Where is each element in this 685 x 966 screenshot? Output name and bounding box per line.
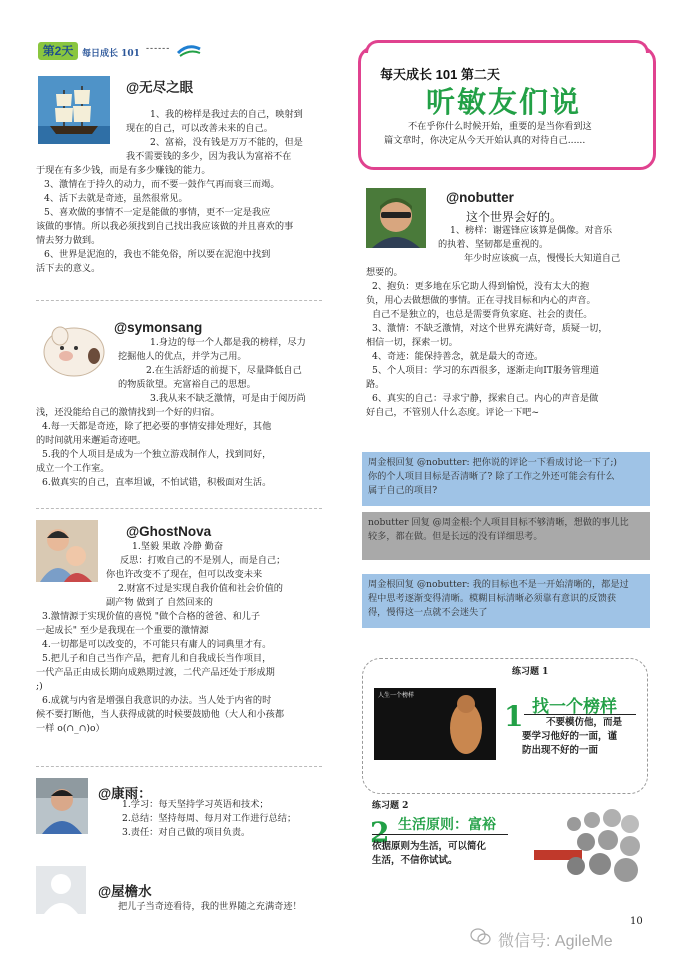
post-line: 副产物 做到了 自然回来的 (106, 597, 213, 608)
post-line: 3.激情源于实现价值的喜悦 "做个合格的爸爸、和儿子 (42, 611, 261, 622)
post-line: 2.总结：坚持每周、每月对工作进行总结； (122, 813, 297, 824)
post-line: 4.一切都是可以改变的，不可能只有庸人的词典里才有。 (42, 639, 272, 650)
post-line: 现在的自己，可以改善未来的自己。 (126, 123, 273, 134)
exercise-title: 生活原则：富裕 (398, 817, 496, 833)
post-line: 1、我的榜样是我过去的自己，映射到 (150, 109, 303, 120)
post-line: 5、喜欢做的事情不一定是能做的事情，更不一定是我应 (44, 207, 271, 218)
comment-line: nobutter 回复 @周金根:个人项目目标不够清晰，想做的事儿比 (368, 517, 629, 528)
post-line: 该做的事情。所以我必须找到自己找出我应该做的并且喜欢的事 (36, 221, 294, 232)
post-line: 相信一切，探索一切。 (366, 337, 458, 348)
day-badge (38, 42, 78, 60)
exercise-line: 生活，不信你试试。 (372, 855, 458, 866)
post-line: 6、世界是泥泡的，我也不能免俗，所以要在泥泡中找到 (44, 249, 271, 260)
divider (36, 300, 322, 301)
post-line: 3.我从来不缺乏激情，可是由于阅历尚 (150, 393, 306, 404)
post-line: 5.把儿子和自己当作产品，把育儿和自我成长当作项目， (42, 653, 272, 664)
exercise-line: 不要模仿他，而是 (546, 717, 623, 728)
avatar-default (36, 866, 86, 914)
comment-line: 你的个人项目目标是否清晰了? 除了工作之外还可能会有什么 (368, 471, 615, 482)
exercise-label: 练习题 2 (372, 801, 409, 811)
post-line: 自己不是独立的，也总是需要背负家庭、社会的责任。 (372, 309, 593, 320)
post-line: 1.身边的每一个人都是我的榜样，尽力 (150, 337, 306, 348)
post-line: 你也许改变不了现在，但可以改变未来 (106, 569, 263, 580)
comment-reply (362, 574, 650, 628)
post-line: 4、奇迹：能保持善念，就是最大的奇迹。 (372, 351, 544, 362)
post-line: 浅，还没能给自己的激情找到一个好的归宿。 (36, 407, 220, 418)
post-line: 年少时应该疯一点，慢慢长大知道自己 (464, 253, 621, 264)
post-handle[interactable]: @康雨： (98, 786, 152, 801)
title-intro (384, 120, 592, 148)
intro-line: 不在乎你什么时候开始，重要的是当你看到这 (408, 121, 592, 132)
post-line: 把儿子当奇迹看待，我的世界随之充满奇迹！ (118, 901, 302, 912)
post-line: 路。 (366, 379, 385, 390)
exercise-number: 1 (504, 700, 524, 733)
post-line: 好自己，不管别人什么态度。评论一下吧~ (366, 407, 540, 418)
exercise-underline (372, 834, 508, 835)
exercise-line: 防出现不好的一面 (522, 745, 599, 756)
watermark: 微信号: AgileMe (498, 933, 613, 950)
post-line: 挖掘他人的优点，并学为己用。 (118, 351, 247, 362)
day-badge-text: 第2天 (42, 44, 74, 58)
header-arrow: ------ (146, 44, 171, 54)
post-line: 于现在有多少钱，而是有多少赚钱的能力。 (36, 165, 211, 176)
comment-reply (362, 452, 650, 506)
post-body (36, 540, 285, 736)
post-line: 6.成就与内省是增强自我意识的办法。当人处于内省的时 (42, 695, 272, 706)
comment-line: 程中思考逐渐变得清晰。模糊目标清晰必须靠有意识的反馈获 (368, 593, 617, 604)
post-line: 4、活下去就是奇迹，虽然很常见。 (44, 193, 188, 204)
exercise-number: 2 (370, 816, 390, 849)
header-subtitle: 每日成长 101 (82, 49, 140, 59)
post-line: 5、个人项目：学习的东西很多，逐渐走向IT服务管理道 (372, 365, 599, 376)
post-line: 我不需要钱的多少，因为我认为富裕不在 (126, 151, 292, 162)
post-line: 2、富裕，没有钱是万万不能的，但是 (150, 137, 303, 148)
comment-line: 较多，都在做。但是长远的没有详细思考。 (368, 531, 543, 542)
exercise-text (372, 840, 486, 868)
post-line: ;) (36, 681, 43, 692)
post-line: 想要的。 (366, 267, 403, 278)
post-handle[interactable]: @nobutter (446, 190, 514, 205)
post-handle[interactable]: @屋檐水 (98, 884, 152, 899)
post-line: 反思：打败自己的不是别人，而是自己； (120, 555, 286, 566)
poster-caption: 人生一个榜样 (378, 692, 415, 699)
post-line: 负，用心去做想做的事情。正在寻找目标和内心的声音。 (366, 295, 596, 306)
post-line: 1、榜样：谢霆锋应该算是偶像。对音乐 (450, 225, 613, 236)
comment-reply (362, 512, 650, 560)
post-line: 3、激情在于持久的动力，而不要一鼓作气再而衰三而竭。 (44, 179, 280, 190)
post-line: 4.每一天都是奇迹，除了把必要的事情安排处理好，其他 (42, 421, 272, 432)
comment-line: 得，慢得这一点就不会迷失了 (368, 607, 488, 618)
main-title: 听敏友们说 (426, 85, 582, 119)
post-line: 5.我的个人项目是成为一个独立游戏制作人，找到同好， (42, 449, 272, 460)
post-line: 3.责任：对自己做的项目负责。 (122, 827, 251, 838)
post-line: 1.学习：每天坚持学习英语和技术； (122, 799, 269, 810)
post-line: 2.在生活舒适的前提下，尽量降低自己 (146, 365, 302, 376)
exercise-title: 找一个榜样 (532, 697, 617, 717)
exercise-underline (524, 714, 636, 715)
post-line: 2、抱负：更多地在乐它助人得到愉悦，没有太大的抱 (372, 281, 590, 292)
exercise-label: 练习题 1 (512, 667, 549, 677)
post-line: 的物质欲望。充富裕自己的思想。 (118, 379, 256, 390)
post-body (366, 224, 620, 420)
post-line: 活下去的意义。 (36, 263, 101, 274)
comment-line: 周金根回复 @nobutter: 我的目标也不是一开始清晰的，都是过 (368, 579, 629, 590)
exercise-line: 要学习他好的一面，谨 (522, 731, 618, 742)
post-body (36, 336, 306, 490)
post-line: 候不要打断他，当人获得成就的时候要鼓励他（大人和小孩都 (36, 709, 285, 720)
intro-line: 篇文章时，你决定从今天开始认真的对待自己...... (384, 135, 586, 146)
post-line: 的时间就用来邂逅奇迹吧。 (36, 435, 147, 446)
post-handle[interactable]: @GhostNova (126, 524, 212, 539)
post-line: 情去努力做到。 (36, 235, 101, 246)
post-line: 一起成长" 至少是我现在一个重要的激情源 (36, 625, 209, 636)
post-heading: 这个世界会好的。 (466, 210, 563, 224)
divider (36, 766, 322, 767)
exercise-line: 依据原则为生活，可以简化 (372, 841, 487, 852)
post-body (122, 798, 296, 840)
post-handle[interactable]: @symonsang (114, 320, 203, 335)
post-handle[interactable]: @无尽之眼 (126, 80, 194, 95)
post-line: 一样 o(∩_∩)o） (36, 723, 105, 734)
post-line: 2.财富不过是实现自我价值和社会价值的 (118, 583, 283, 594)
post-line: 1.坚毅 果敢 冷静 勤奋 (132, 541, 224, 552)
post-body (36, 108, 303, 276)
comment-line: 属于自己的项目? (368, 485, 438, 496)
title-tab (365, 40, 649, 53)
divider (36, 508, 322, 509)
post-line: 一代产品正由成长期向成熟期过渡，二代产品还处于形成期 (36, 667, 275, 678)
comment-line: 周金根回复 @nobutter: 把你说的评论一下看成讨论一下了;) (368, 457, 618, 468)
spheres-image (530, 800, 646, 888)
post-line: 成立一个工作室。 (36, 463, 110, 474)
title-box-line1: 每天成长 101 第二天 (380, 67, 500, 82)
wechat-icon (470, 928, 492, 946)
post-line: 6.做真实的自己，直率坦诚，不怕试错，积极面对生活。 (42, 477, 272, 488)
swoosh-icon (176, 43, 202, 59)
page-number: 10 (630, 916, 643, 927)
exercise-text (522, 716, 622, 758)
post-line: 6、真实的自己：寻求宁静，探索自己。内心的声音是做 (372, 393, 599, 404)
post-line: 3、激情：不缺乏激情，对这个世界充满好奇，质疑一切， (372, 323, 608, 334)
avatar-man-photo (36, 778, 88, 834)
post-line: 的执着、坚韧都是重视的。 (438, 239, 549, 250)
